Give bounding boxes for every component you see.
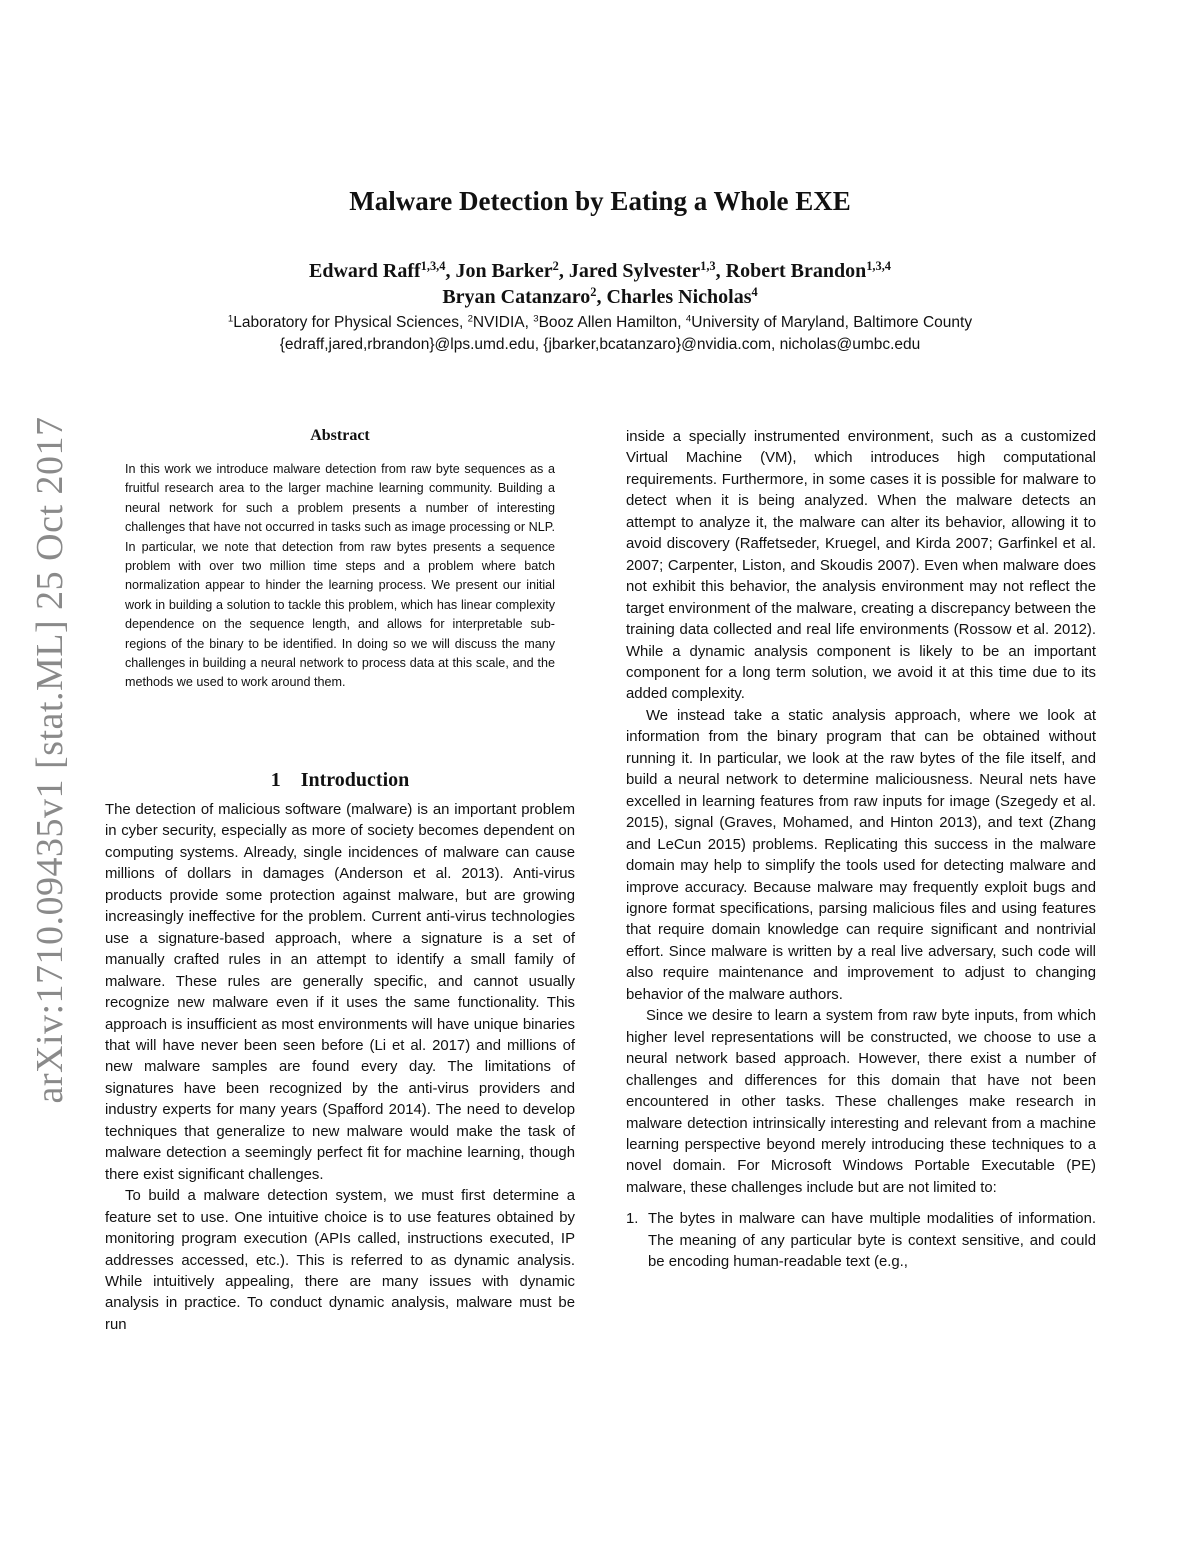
author-line-1: Edward Raff$^{1,3,4}$, Jon Barker$^2$, Jared Sylvester$^{1,3}$, Robert Brandon$^{1,3,4}$ [308,259,891,282]
abstract-body: In this work we introduce malware detection from raw byte sequences as a fruitful research area to the larger machine learning community. Building a neural network for such a problem presents a number of interesting challenges that have not occurred in tasks such as image processing or NLP. In particular, we note that detection from raw bytes presents a sequence problem with over two million time steps and a problem where batch normalization appear to hinder the learning process. We present our initial work in building a solution to tackle this problem, which has linear complexity dependence on the sequence length, and allows for interpretable sub-regions of the binary to be identified. In doing so we will discuss the many challenges in building a neural network to process data at this scale, and the methods we used to work around them. [125,462,555,690]
affiliation-line: $^1$Laboratory for Physical Sciences, $^2$NVIDIA, $^3$Booz Allen Hamilton, $^4$University of Maryland, Baltimore County [227,313,973,331]
paragraph: The detection of malicious software (malware) is an important problem in cyber security, especially as more of society becomes dependent on computing systems. Already, single incidences of malware can cause millions of dollars in damages (Anderson et al. 2013). Anti-virus products provide some protection against malware, but are growing increasingly ineffective for the problem. Current anti-virus technologies use a signature-based approach, where a signature is a set of manually crafted rules in an attempt to identify a small family of malware. These rules are generally specific, and cannot usually recognize new malware even if it uses the same functionality. This approach is insufficient as most environments will have unique binaries that will have never been seen before (Li et al. 2017) and millions of new malware samples are found every day. The limitations of signatures have been recognized by the anti-virus providers and industry experts for many years (Spafford 2014). The need to develop techniques that generalize to new malware would make the task of malware detection a seemingly perfect fit for machine learning, though there exist significant challenges. [105,802,575,1183]
author-list [0,258,1200,310]
paragraph: We instead take a static analysis approach, where we look at information from the binary program that can be obtained without running it. In particular, we look at the raw bytes of the file itself, and build a neural network to determine maliciousness. Neural nets have excelled in learning features from raw inputs for image (Szegedy et al. 2015), signal (Graves, Mohamed, and Hinton 2013), and text (Zhang and LeCun 2015) problems. Replicating this success in the malware domain may help to simplify the tools used for detecting malware and improve accuracy. Because malware may frequently exploit bugs and ignore format specifications, parsing malicious files and using features that require domain knowledge can require significant and nontrivial effort. Since malware is written by a real live adversary, such code will also require maintenance and improvement to adjust to changing behavior of the malware authors. [626,707,1096,1003]
affiliation-name: Laboratory for Physical Sciences [233,314,459,331]
author-affil-marker: 2 [552,259,559,274]
section-heading [105,769,575,792]
author-line-2: Bryan Catanzaro$^2$, Charles Nicholas$^4$ [442,285,758,308]
right-column [626,427,1096,1274]
author-affil-marker: 1,3,4 [420,259,446,274]
section-title: Introduction [300,769,410,791]
abstract-heading: Abstract [310,427,370,444]
author-name: Robert Brandon [725,260,867,282]
affiliations [0,312,1200,356]
affiliation-name: University of Maryland, Baltimore County [691,314,973,331]
arxiv-stamp: arXiv:1710.09435v1 [stat.ML] 25 Oct 2017 [29,416,71,1104]
list-item [626,1209,1096,1273]
affiliation-name: Booz Allen Hamilton [538,314,678,331]
affiliation-name: NVIDIA [472,314,525,331]
author-affil-marker: 1,3,4 [866,259,891,274]
author-name: Jared Sylvester [568,260,701,282]
author-affil-marker: 4 [751,285,758,300]
author-name: Jon Barker [455,260,553,282]
paragraph: To build a malware detection system, we must first determine a feature set to use. One intuitive choice is to use features obtained by monitoring program execution (APIs called, instructions executed, IP addresses accessed, etc.). This is referred to as dynamic analysis. While intuitively appealing, there are many issues with dynamic analysis in practice. To conduct dynamic analysis, malware must be run [105,1188,575,1333]
list-item-number: 1. [626,1211,639,1228]
author-name: Edward Raff [308,260,421,282]
paragraph: inside a specially instrumented environment, such as a customized Virtual Machine (VM), which introduces high computational requirements. Furthermore, in some cases it is possible for malware to detect when it is being analyzed. When the malware detects an attempt to analyze it, the malware can alter its behavior, allowing it to avoid discovery (Raffetseder, Kruegel, and Kirda 2007; Garfinkel et al. 2007; Carpenter, Liston, and Skoudis 2007). Even when malware does not exhibit this behavior, the analysis environment may not reflect the target environment of the malware, creating a discrepancy between the training data collected and real life environments (Rossow et al. 2012). While a dynamic analysis component is likely to be an important component for a long term solution, we avoid it at this time due to its added complexity. [626,429,1096,703]
email-line: {edraff,jared,rbrandon}@lps.umd.edu, {jbarker,bcatanzaro}@nvidia.com, nicholas@umbc.edu [279,336,921,353]
paragraph: Since we desire to learn a system from raw byte inputs, from which higher level representations will be constructed, we choose to use a neural network based approach. However, there exist a number of challenges and differences for this domain that have not been encountered in other tasks. These challenges make research in malware detection intrinsically interesting and relevant from a machine learning perspective beyond merely introducing these techniques to a novel domain. For Microsoft Windows Portable Executable (PE) malware, these challenges include but are not limited to: [626,1008,1096,1196]
paper-title: Malware Detection by Eating a Whole EXE [349,186,851,216]
author-name: Charles Nicholas [606,286,752,308]
left-column [105,800,575,1336]
author-affil-marker: 1,3 [700,259,716,274]
list-item-text: The bytes in malware can have multiple modalities of information. The meaning of any particular byte is context sensitive, and could be encoding human-readable text (e.g., [648,1211,1096,1271]
section-number: 1 [270,769,281,791]
author-affil-marker: 2 [590,285,597,300]
author-name: Bryan Catanzaro [442,286,591,308]
